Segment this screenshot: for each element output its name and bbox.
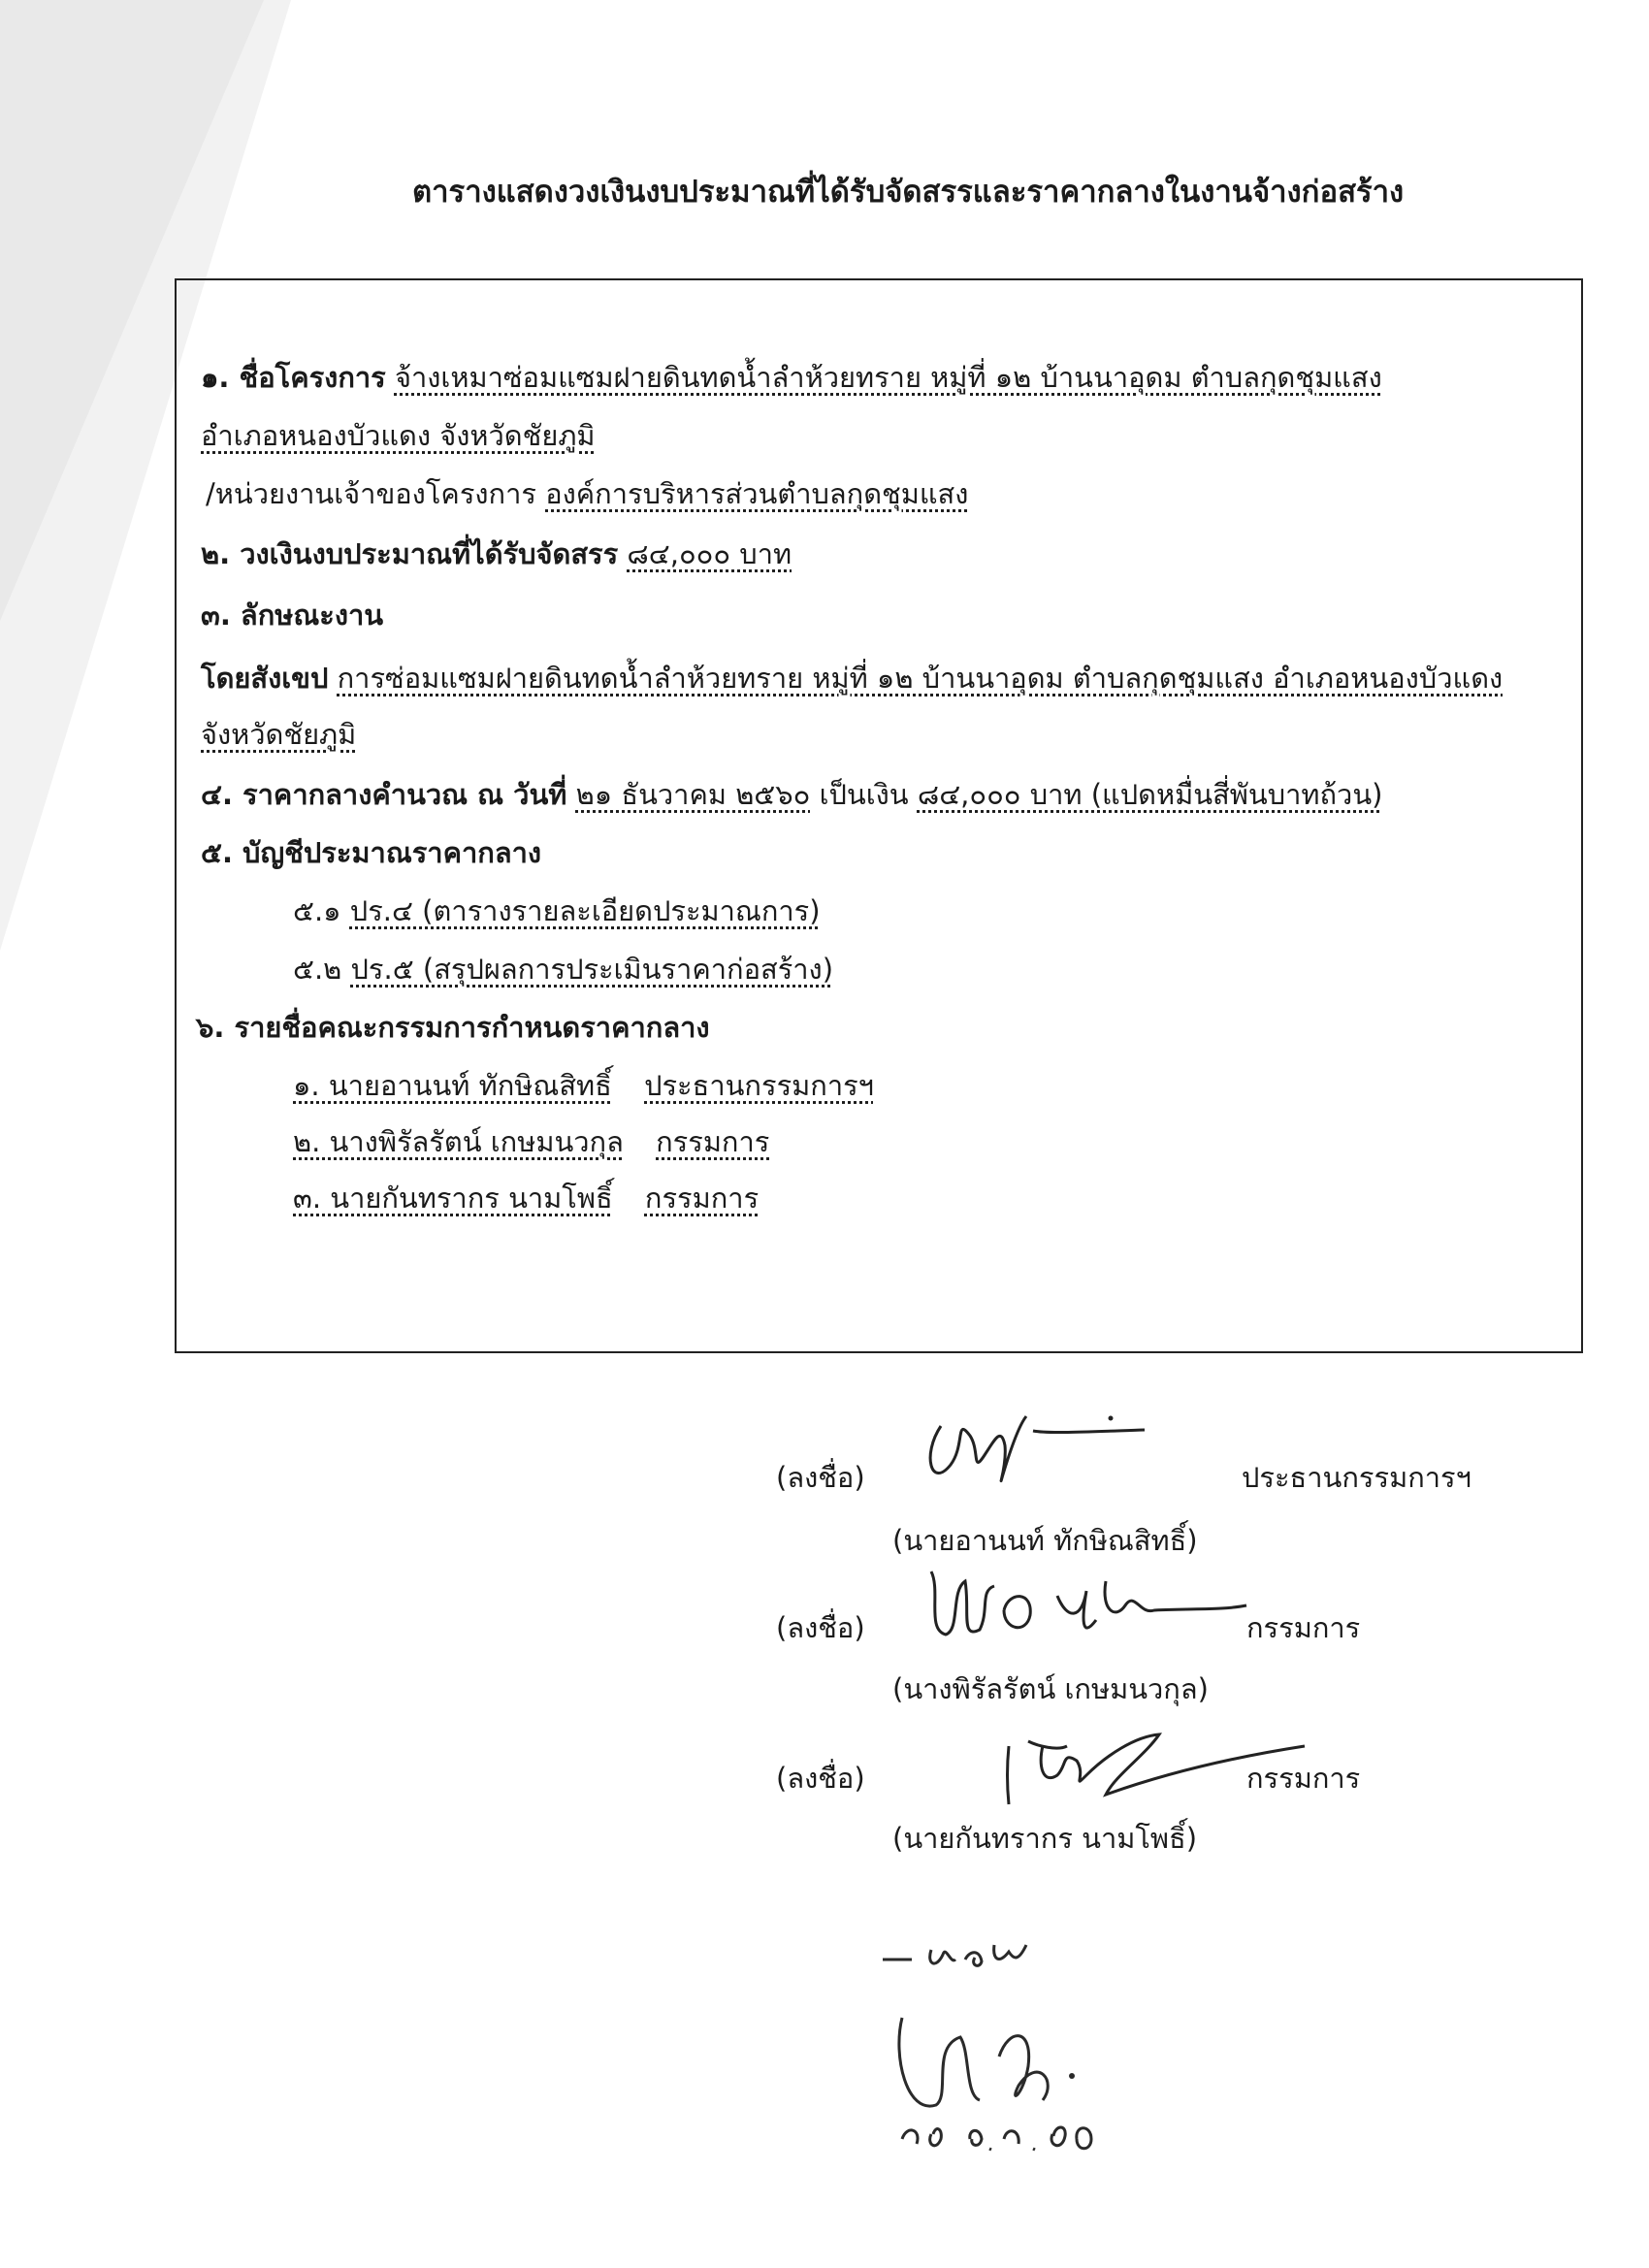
member3-role: กรรมการ — [644, 1182, 760, 1215]
item5-label: ๕. บัญชีประมาณราคากลาง — [201, 836, 542, 869]
member1-name: ๑. นายอานนท์ ทักษิณสิทธิ์ — [293, 1069, 612, 1102]
project-name-line1: จ้างเหมาซ่อมแซมฝายดินทดน้ำลำห้วยทราย หมู่ที่ ๑๒ บ้านนาอุดม ตำบลกุดชุมแสง — [394, 361, 1382, 394]
signature-2-icon — [912, 1552, 1261, 1659]
member2-role: กรรมการ — [656, 1125, 770, 1158]
sign-label-3: (ลงชื่อ) — [776, 1762, 865, 1795]
item5-sub1-num: ๕.๑ — [293, 894, 341, 927]
agency-label: /หน่วยงานเจ้าของโครงการ — [206, 477, 536, 510]
sign-name-1: (นายอานนท์ ทักษิณสิทธิ์) — [892, 1524, 1198, 1557]
item5-sub2 — [293, 950, 833, 988]
item1-label: ๑. ชื่อโครงการ — [201, 361, 386, 394]
summary-row — [201, 659, 1503, 697]
item2-label: ๒. วงเงินงบประมาณที่ได้รับจัดสรร — [201, 537, 619, 570]
item2-row — [201, 535, 792, 573]
project-name-line2: อำเภอหนองบัวแดง จังหวัดชัยภูมิ — [201, 419, 596, 452]
sign-role-2: กรรมการ — [1246, 1611, 1361, 1644]
summary-line1: การซ่อมแซมฝายดินทดน้ำลำห้วยทราย หมู่ที่ ๑๒ บ้านนาอุดม ตำบลกุดชุมแสง อำเภอหนองบัวแดง — [337, 662, 1504, 695]
item6-label: ๖. รายชื่อคณะกรรมการกำหนดราคากลาง — [196, 1011, 710, 1044]
document-title: ตารางแสดงวงเงินงบประมาณที่ได้รับจัดสรรและราคากลางในงานจ้างก่อสร้าง — [412, 175, 1405, 210]
member2-name: ๒. นางพิรัลรัตน์ เกษมนวกุล — [293, 1125, 624, 1158]
summary-line2: จังหวัดชัยภูมิ — [201, 718, 357, 751]
price-date: ๒๑ ธันวาคม ๒๕๖๐ — [575, 778, 811, 811]
sign-name-3: (นายกันทรากร นามโพธิ์) — [892, 1822, 1198, 1855]
item5-sub2-text: ปร.๕ (สรุปผลการประเมินราคาก่อสร้าง) — [350, 953, 834, 986]
item3-label: ๓. ลักษณะงาน — [201, 599, 384, 632]
member1-role: ประธานกรรมการฯ — [644, 1069, 874, 1102]
info-box — [175, 278, 1583, 1353]
item1-row — [201, 358, 1382, 397]
item4-label: ๔. ราคากลางคำนวณ ณ วันที่ — [201, 778, 567, 811]
sign-label-1: (ลงชื่อ) — [776, 1461, 865, 1494]
item5-sub2-num: ๕.๒ — [293, 953, 342, 986]
signature-1-icon — [912, 1397, 1164, 1504]
item5-sub1-text: ปร.๔ (ตารางรายละเอียดประมาณการ) — [349, 894, 821, 927]
sign-label-2: (ลงชื่อ) — [776, 1611, 865, 1644]
sign-role-1: ประธานกรรมการฯ — [1242, 1461, 1471, 1494]
summary-label: โดยสังเขป — [201, 662, 329, 695]
amount-label: เป็นเงิน — [819, 778, 909, 811]
summary-row2 — [201, 715, 356, 754]
sign-role-3: กรรมการ — [1246, 1762, 1361, 1795]
budget-value: ๘๔,๐๐๐ บาท — [627, 537, 792, 570]
item3-row — [201, 596, 383, 634]
agency-row — [206, 474, 968, 513]
committee-member-1 — [293, 1066, 874, 1105]
item5-row — [201, 833, 541, 872]
item4-row — [201, 775, 1382, 814]
item1-row2 — [201, 416, 596, 455]
committee-member-3 — [293, 1179, 759, 1217]
item5-sub1 — [293, 891, 821, 930]
committee-member-2 — [293, 1122, 769, 1161]
sign-name-2: (นางพิรัลรัตน์ เกษมนวกุล) — [892, 1672, 1209, 1705]
agency-value: องค์การบริหารส่วนตำบลกุดชุมแสง — [545, 477, 969, 510]
item6-row — [196, 1008, 710, 1047]
member3-name: ๓. นายกันทรากร นามโพธิ์ — [293, 1182, 613, 1215]
price-amount: ๘๔,๐๐๐ บาท (แปดหมื่นสี่พันบาทถ้วน) — [917, 778, 1383, 811]
handwritten-date-icon — [892, 2095, 1145, 2163]
